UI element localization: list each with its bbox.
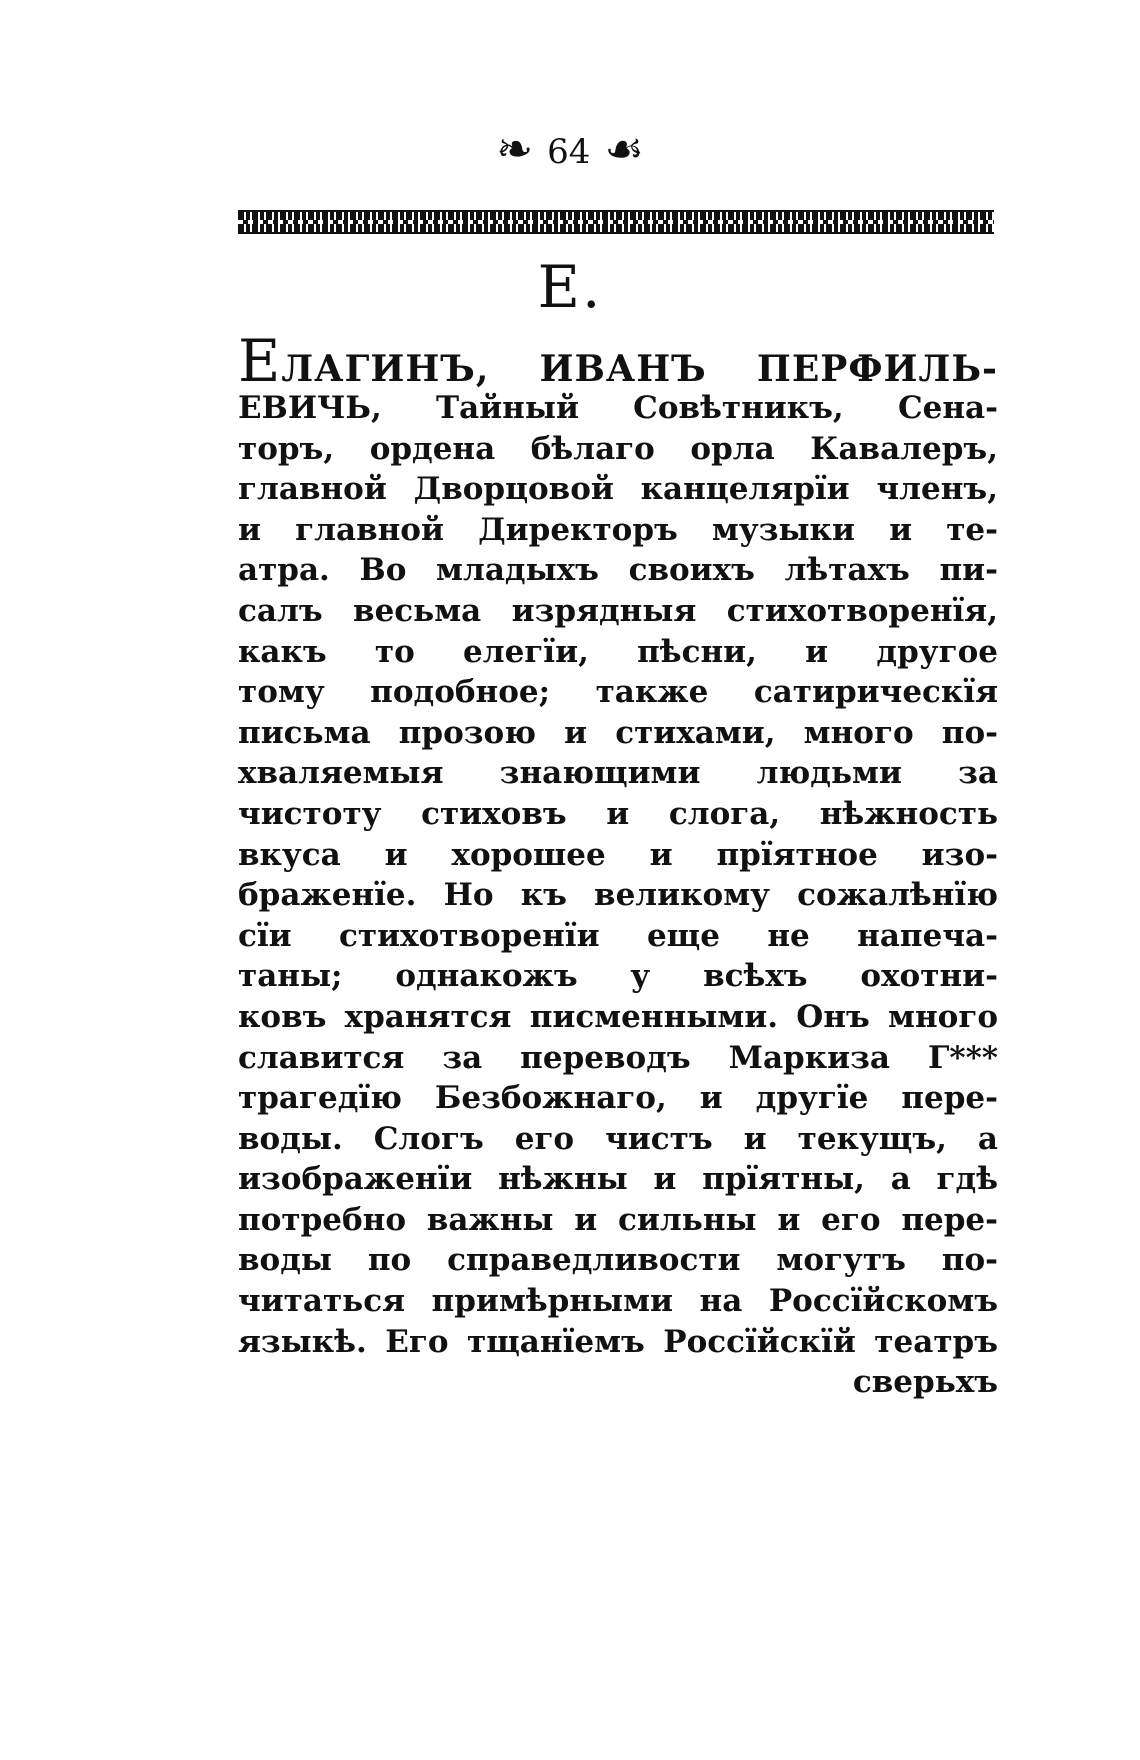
text-line-20: воды. Слогъ его чистъ и текущъ, а — [238, 1120, 998, 1157]
text-line-19: трагедїю Безбожнаго, и другїе пере- — [238, 1080, 998, 1117]
decorative-rule — [238, 210, 994, 234]
text-line-4: главной Дворцовой канцелярїи членъ, — [238, 471, 998, 508]
drop-cap: Е — [238, 327, 282, 395]
text-line-8: какъ то елегїи, пѣсни, и другое — [238, 633, 998, 670]
text-line-14: браженїе. Но къ великому сожалѣнїю — [238, 877, 998, 914]
text-line-7: салъ весьма изрядныя стихотворенїя, — [238, 592, 998, 629]
text-line-5: и главной Директоръ музыки и те- — [238, 511, 998, 548]
text-line-15: сїи стихотворенїи еще не напеча- — [238, 917, 998, 954]
text-line-12: чистоту стиховъ и слога, нѣжность — [238, 795, 998, 832]
text-line-1-content: ЛАГИНЪ, ИВАНЪ ПЕРФИЛЬ- — [281, 348, 998, 390]
text-line-11: хваляемыя знающими людьми за — [238, 755, 998, 792]
entry-text — [238, 327, 998, 1403]
text-line-21: изображенїи нѣжны и прїятны, а гдѣ — [238, 1161, 998, 1198]
text-line-9: тому подобное; также сатирическїя — [238, 674, 998, 711]
left-ornament-icon: ❧ — [496, 124, 534, 175]
text-line-22: потребно важны и сильны и его пере- — [238, 1201, 998, 1238]
text-line-1 — [238, 327, 998, 395]
text-line-25: языкѣ. Его тщанїемъ Россїйскїй театръ — [238, 1323, 998, 1360]
text-line-13: вкуса и хорошее и прїятное изо- — [238, 836, 998, 873]
text-line-2: ЕВИЧЬ, Тайный Совѣтникъ, Сена- — [238, 390, 998, 426]
page-header — [0, 124, 1140, 175]
text-line-17: ковъ хранятся писменными. Онъ много — [238, 998, 998, 1035]
text-line-6: атра. Во младыхъ своихъ лѣтахъ пи- — [238, 552, 998, 589]
text-line-10: письма прозою и стихами, много по- — [238, 714, 998, 751]
right-ornament-icon: ☙ — [604, 124, 644, 175]
text-line-16: таны; однакожъ у всѣхъ охотни- — [238, 958, 998, 995]
text-line-24: читаться примѣрными на Россїйскомъ — [238, 1283, 998, 1320]
text-line-23: воды по справедливости могутъ по- — [238, 1242, 998, 1279]
section-heading: Е. — [537, 253, 603, 321]
page-number: 64 — [547, 132, 591, 172]
text-line-18: славится за переводъ Маркиза Г*** — [238, 1039, 998, 1076]
catchword: сверьхъ — [852, 1364, 998, 1401]
text-line-3: торъ, ордена бѣлаго орла Кавалеръ, — [238, 430, 998, 467]
